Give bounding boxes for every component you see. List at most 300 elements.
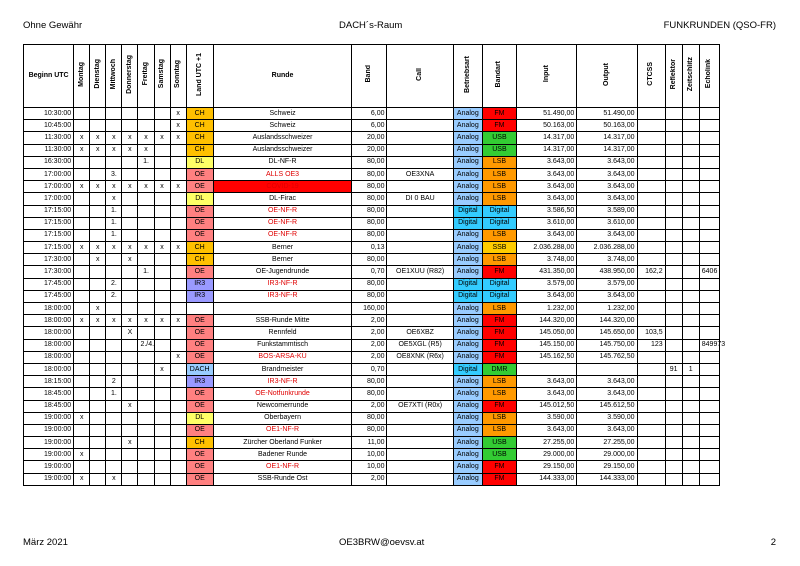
- cell-runde: ALLS OE3: [213, 168, 352, 180]
- cell-reflektor: [665, 473, 682, 485]
- cell-reflektor: [665, 376, 682, 388]
- cell-bandart: LSB: [482, 303, 516, 315]
- cell-time: 17:00:00: [24, 181, 74, 193]
- cell-runde: Funkstammtisch: [213, 339, 352, 351]
- cell-day: [106, 120, 122, 132]
- cell-day: [74, 108, 90, 120]
- cell-input: 3.643,00: [517, 181, 577, 193]
- cell-day: [122, 108, 138, 120]
- cell-bandart: USB: [482, 437, 516, 449]
- cell-land: CH: [186, 120, 213, 132]
- cell-input: 3.643,00: [517, 424, 577, 436]
- cell-reflektor: [665, 181, 682, 193]
- cell-input: 3.643,00: [517, 229, 577, 241]
- cell-runde: Badener Runde: [213, 449, 352, 461]
- cell-ctcss: [637, 290, 665, 302]
- cell-call: [387, 461, 453, 473]
- cell-call: [387, 315, 453, 327]
- cell-output: 29.150,00: [577, 461, 637, 473]
- cell-band: 2,00: [352, 315, 387, 327]
- cell-day: [74, 376, 90, 388]
- cell-reflektor: [665, 266, 682, 278]
- cell-betriebsart: Digital: [453, 217, 482, 229]
- col-header-output: Output: [577, 45, 637, 108]
- header-right: FUNKRUNDEN (QSO-FR): [663, 20, 776, 31]
- cell-day: [106, 266, 122, 278]
- cell-reflektor: [665, 132, 682, 144]
- cell-zeitschlitz: [682, 193, 699, 205]
- cell-ctcss: [637, 156, 665, 168]
- cell-call: [387, 363, 453, 375]
- cell-land: CH: [186, 242, 213, 254]
- table-row: [24, 290, 720, 302]
- cell-day: [170, 217, 186, 229]
- cell-day: [170, 400, 186, 412]
- table-row: [24, 132, 720, 144]
- cell-day: x: [122, 400, 138, 412]
- cell-day: [170, 290, 186, 302]
- cell-output: 3.643,00: [577, 424, 637, 436]
- cell-ctcss: [637, 388, 665, 400]
- cell-day: [170, 461, 186, 473]
- cell-ctcss: [637, 363, 665, 375]
- cell-land: OE: [186, 424, 213, 436]
- cell-day: [90, 156, 106, 168]
- cell-day: [122, 266, 138, 278]
- table-row: [24, 278, 720, 290]
- cell-runde: [213, 303, 352, 315]
- cell-ctcss: 162,2: [637, 266, 665, 278]
- cell-ctcss: [637, 120, 665, 132]
- cell-day: [90, 290, 106, 302]
- cell-day: [106, 351, 122, 363]
- cell-band: 0,70: [352, 266, 387, 278]
- cell-runde: OE1-NF-R: [213, 424, 352, 436]
- cell-output: 3.589,00: [577, 205, 637, 217]
- cell-day: [74, 120, 90, 132]
- cell-input: 145.150,00: [517, 339, 577, 351]
- cell-day: [170, 339, 186, 351]
- cell-call: DI 0 BAU: [387, 193, 453, 205]
- cell-day: [170, 437, 186, 449]
- cell-ctcss: [637, 132, 665, 144]
- cell-day: [138, 108, 154, 120]
- cell-echolink: 849973: [699, 339, 719, 351]
- cell-day: [74, 351, 90, 363]
- cell-time: 18:15:00: [24, 376, 74, 388]
- cell-day: 2.: [106, 290, 122, 302]
- table-body: [24, 108, 726, 486]
- cell-ctcss: [637, 108, 665, 120]
- cell-call: [387, 254, 453, 266]
- table-row: [24, 229, 720, 241]
- table-row: [24, 315, 720, 327]
- cell-day: [74, 327, 90, 339]
- cell-reflektor: [665, 254, 682, 266]
- cell-call: [387, 376, 453, 388]
- cell-runde: IR3-NF-R: [213, 278, 352, 290]
- cell-band: 80,00: [352, 217, 387, 229]
- cell-input: 29.150,00: [517, 461, 577, 473]
- cell-input: 431.350,00: [517, 266, 577, 278]
- cell-band: 80,00: [352, 290, 387, 302]
- cell-ctcss: [637, 254, 665, 266]
- cell-land: CH: [186, 132, 213, 144]
- cell-call: [387, 388, 453, 400]
- cell-reflektor: 91: [665, 363, 682, 375]
- cell-time: 19:00:00: [24, 461, 74, 473]
- col-header-band: Band: [352, 45, 387, 108]
- cell-echolink: [699, 108, 719, 120]
- cell-zeitschlitz: [682, 339, 699, 351]
- cell-day: x: [138, 181, 154, 193]
- cell-betriebsart: Analog: [453, 388, 482, 400]
- cell-zeitschlitz: [682, 254, 699, 266]
- cell-time: 17:30:00: [24, 254, 74, 266]
- cell-day: [122, 449, 138, 461]
- cell-reflektor: [665, 278, 682, 290]
- cell-echolink: [699, 156, 719, 168]
- cell-time: 16:30:00: [24, 156, 74, 168]
- cell-day: [138, 388, 154, 400]
- cell-ctcss: [637, 461, 665, 473]
- cell-band: 80,00: [352, 229, 387, 241]
- cell-day: 3.: [106, 168, 122, 180]
- cell-betriebsart: Analog: [453, 242, 482, 254]
- cell-day: [90, 412, 106, 424]
- cell-day: [106, 327, 122, 339]
- footer-center: OE3BRW@oevsv.at: [339, 537, 425, 548]
- cell-day: [138, 400, 154, 412]
- cell-day: [74, 339, 90, 351]
- cell-bandart: FM: [482, 351, 516, 363]
- cell-input: 27.255,00: [517, 437, 577, 449]
- cell-input: 2.036.288,00: [517, 242, 577, 254]
- col-header-donnerstag: Donnerstag: [122, 45, 138, 108]
- cell-bandart: FM: [482, 473, 516, 485]
- cell-day: [122, 193, 138, 205]
- cell-input: 3.590,00: [517, 412, 577, 424]
- cell-bandart: FM: [482, 315, 516, 327]
- cell-land: DL: [186, 156, 213, 168]
- cell-betriebsart: Analog: [453, 181, 482, 193]
- cell-input: 14.317,00: [517, 144, 577, 156]
- cell-bandart: Digital: [482, 205, 516, 217]
- cell-day: x: [122, 132, 138, 144]
- cell-day: x: [122, 144, 138, 156]
- cell-reflektor: [665, 290, 682, 302]
- cell-band: 20,00: [352, 132, 387, 144]
- cell-day: [90, 437, 106, 449]
- col-header-betriebsart: Betriebsart: [453, 45, 482, 108]
- cell-echolink: [699, 412, 719, 424]
- cell-runde: OE-Jugendrunde: [213, 266, 352, 278]
- cell-runde: Zürcher Oberland Funker: [213, 437, 352, 449]
- cell-day: [90, 229, 106, 241]
- cell-ctcss: [637, 205, 665, 217]
- cell-day: [154, 437, 170, 449]
- cell-reflektor: [665, 229, 682, 241]
- col-header-land: Land UTC +1: [186, 45, 213, 108]
- cell-runde: IR3-NF-R: [213, 290, 352, 302]
- cell-bandart: FM: [482, 120, 516, 132]
- table-row: [24, 400, 720, 412]
- cell-output: 3.643,00: [577, 168, 637, 180]
- col-header-sonntag: Sonntag: [170, 45, 186, 108]
- cell-day: [122, 473, 138, 485]
- cell-day: [74, 388, 90, 400]
- cell-runde: OE1-NF-R: [213, 461, 352, 473]
- cell-input: 29.000,00: [517, 449, 577, 461]
- cell-ctcss: [637, 278, 665, 290]
- cell-reflektor: [665, 351, 682, 363]
- cell-day: 1.: [106, 229, 122, 241]
- cell-day: [74, 205, 90, 217]
- table-row: [24, 376, 720, 388]
- cell-zeitschlitz: [682, 315, 699, 327]
- cell-zeitschlitz: [682, 144, 699, 156]
- cell-time: 19:00:00: [24, 437, 74, 449]
- cell-land: OE: [186, 217, 213, 229]
- cell-betriebsart: Analog: [453, 108, 482, 120]
- cell-band: 80,00: [352, 168, 387, 180]
- cell-day: [154, 229, 170, 241]
- cell-day: [90, 205, 106, 217]
- cell-day: [106, 437, 122, 449]
- cell-day: [74, 193, 90, 205]
- cell-echolink: [699, 254, 719, 266]
- cell-zeitschlitz: [682, 242, 699, 254]
- cell-day: [170, 156, 186, 168]
- cell-input: 3.748,00: [517, 254, 577, 266]
- cell-day: [170, 388, 186, 400]
- cell-band: 11,00: [352, 437, 387, 449]
- cell-time: 11:30:00: [24, 132, 74, 144]
- cell-bandart: USB: [482, 132, 516, 144]
- cell-echolink: [699, 461, 719, 473]
- cell-day: [170, 278, 186, 290]
- cell-day: [90, 339, 106, 351]
- cell-day: [90, 217, 106, 229]
- cell-day: x: [138, 242, 154, 254]
- cell-day: [154, 156, 170, 168]
- cell-day: x: [90, 303, 106, 315]
- cell-land: OE: [186, 327, 213, 339]
- cell-echolink: [699, 315, 719, 327]
- cell-day: [138, 363, 154, 375]
- cell-output: 14.317,00: [577, 144, 637, 156]
- cell-land: IR3: [186, 278, 213, 290]
- cell-reflektor: [665, 315, 682, 327]
- cell-day: x: [106, 132, 122, 144]
- cell-land: CH: [186, 108, 213, 120]
- col-header-call: Call: [387, 45, 453, 108]
- cell-runde: Auslandsschweizer: [213, 144, 352, 156]
- cell-output: 145.750,00: [577, 339, 637, 351]
- cell-echolink: [699, 363, 719, 375]
- cell-land: OE: [186, 266, 213, 278]
- cell-runde: Oberbayern: [213, 412, 352, 424]
- cell-betriebsart: Digital: [453, 290, 482, 302]
- cell-day: [74, 424, 90, 436]
- cell-bandart: LSB: [482, 424, 516, 436]
- cell-day: x: [170, 120, 186, 132]
- cell-betriebsart: Analog: [453, 327, 482, 339]
- cell-zeitschlitz: [682, 156, 699, 168]
- cell-band: 80,00: [352, 193, 387, 205]
- cell-day: [154, 254, 170, 266]
- table-row: [24, 266, 720, 278]
- cell-day: [90, 424, 106, 436]
- cell-time: 19:00:00: [24, 424, 74, 436]
- cell-land: OE: [186, 351, 213, 363]
- cell-day: [90, 108, 106, 120]
- table-row: [24, 168, 720, 180]
- cell-day: [74, 217, 90, 229]
- cell-day: [122, 229, 138, 241]
- cell-day: [154, 144, 170, 156]
- cell-betriebsart: Analog: [453, 412, 482, 424]
- cell-output: 14.317,00: [577, 132, 637, 144]
- cell-land: DL: [186, 412, 213, 424]
- cell-ctcss: [637, 449, 665, 461]
- cell-day: [154, 473, 170, 485]
- cell-day: [170, 363, 186, 375]
- table-row: [24, 351, 720, 363]
- cell-reflektor: [665, 303, 682, 315]
- cell-runde: OE-NF-R: [213, 229, 352, 241]
- cell-day: x: [138, 144, 154, 156]
- cell-call: [387, 181, 453, 193]
- cell-day: [74, 168, 90, 180]
- col-header-mittwoch: Mittwoch: [106, 45, 122, 108]
- cell-input: 3.643,00: [517, 193, 577, 205]
- cell-reflektor: [665, 327, 682, 339]
- cell-echolink: [699, 229, 719, 241]
- cell-ctcss: [637, 437, 665, 449]
- cell-day: [122, 217, 138, 229]
- cell-day: [154, 461, 170, 473]
- col-header-beginn: Beginn UTC: [24, 45, 74, 108]
- cell-time: 18:00:00: [24, 327, 74, 339]
- cell-time: 17:45:00: [24, 290, 74, 302]
- table-row: [24, 144, 720, 156]
- cell-bandart: USB: [482, 144, 516, 156]
- cell-day: [122, 424, 138, 436]
- cell-echolink: [699, 290, 719, 302]
- cell-runde: COVID-19: [213, 181, 352, 193]
- cell-day: x: [90, 181, 106, 193]
- cell-betriebsart: Digital: [453, 363, 482, 375]
- table-row: [24, 424, 720, 436]
- table-row: [24, 388, 720, 400]
- cell-runde: IR3-NF-R: [213, 376, 352, 388]
- cell-day: [74, 461, 90, 473]
- cell-time: 19:00:00: [24, 412, 74, 424]
- cell-day: [74, 254, 90, 266]
- cell-time: 18:00:00: [24, 339, 74, 351]
- cell-ctcss: [637, 168, 665, 180]
- cell-day: [106, 363, 122, 375]
- cell-band: 80,00: [352, 254, 387, 266]
- cell-time: 18:00:00: [24, 303, 74, 315]
- cell-day: 2.: [106, 278, 122, 290]
- cell-day: 2: [106, 376, 122, 388]
- cell-day: [90, 449, 106, 461]
- cell-day: [138, 193, 154, 205]
- cell-output: 3.643,00: [577, 290, 637, 302]
- footer-right: 2: [770, 537, 776, 548]
- cell-echolink: [699, 388, 719, 400]
- cell-reflektor: [665, 168, 682, 180]
- cell-day: [90, 473, 106, 485]
- cell-bandart: LSB: [482, 181, 516, 193]
- cell-bandart: Digital: [482, 290, 516, 302]
- table-row: [24, 156, 720, 168]
- cell-day: [106, 108, 122, 120]
- cell-ctcss: [637, 315, 665, 327]
- schedule-table: [23, 44, 726, 486]
- cell-day: [138, 278, 154, 290]
- cell-bandart: LSB: [482, 193, 516, 205]
- cell-day: [74, 303, 90, 315]
- cell-day: x: [74, 473, 90, 485]
- cell-call: [387, 473, 453, 485]
- cell-reflektor: [665, 461, 682, 473]
- cell-day: [154, 108, 170, 120]
- cell-runde: Rennfeld: [213, 327, 352, 339]
- cell-day: [138, 461, 154, 473]
- cell-day: [74, 437, 90, 449]
- cell-day: [138, 254, 154, 266]
- cell-day: [122, 303, 138, 315]
- cell-day: [106, 339, 122, 351]
- cell-day: x: [74, 181, 90, 193]
- cell-ctcss: [637, 473, 665, 485]
- cell-bandart: LSB: [482, 168, 516, 180]
- cell-reflektor: [665, 437, 682, 449]
- cell-day: [90, 351, 106, 363]
- cell-ctcss: [637, 217, 665, 229]
- cell-day: [154, 327, 170, 339]
- cell-runde: OE-Notfunkrunde: [213, 388, 352, 400]
- header-left: Ohne Gewähr: [23, 20, 83, 31]
- cell-runde: Berner: [213, 242, 352, 254]
- cell-call: [387, 132, 453, 144]
- cell-betriebsart: Analog: [453, 168, 482, 180]
- cell-output: 3.610,00: [577, 217, 637, 229]
- cell-day: [74, 278, 90, 290]
- cell-zeitschlitz: [682, 168, 699, 180]
- cell-betriebsart: Analog: [453, 254, 482, 266]
- cell-runde: Newcomerrunde: [213, 400, 352, 412]
- cell-betriebsart: Analog: [453, 424, 482, 436]
- cell-betriebsart: Analog: [453, 376, 482, 388]
- footer-left: März 2021: [23, 537, 68, 548]
- cell-band: 0,13: [352, 242, 387, 254]
- cell-land: OE: [186, 229, 213, 241]
- cell-call: [387, 156, 453, 168]
- cell-input: 144.320,00: [517, 315, 577, 327]
- cell-zeitschlitz: [682, 132, 699, 144]
- cell-day: [122, 205, 138, 217]
- cell-zeitschlitz: [682, 290, 699, 302]
- cell-reflektor: [665, 412, 682, 424]
- cell-input: 145.012,50: [517, 400, 577, 412]
- cell-day: x: [106, 473, 122, 485]
- cell-betriebsart: Analog: [453, 461, 482, 473]
- cell-input: 1.232,00: [517, 303, 577, 315]
